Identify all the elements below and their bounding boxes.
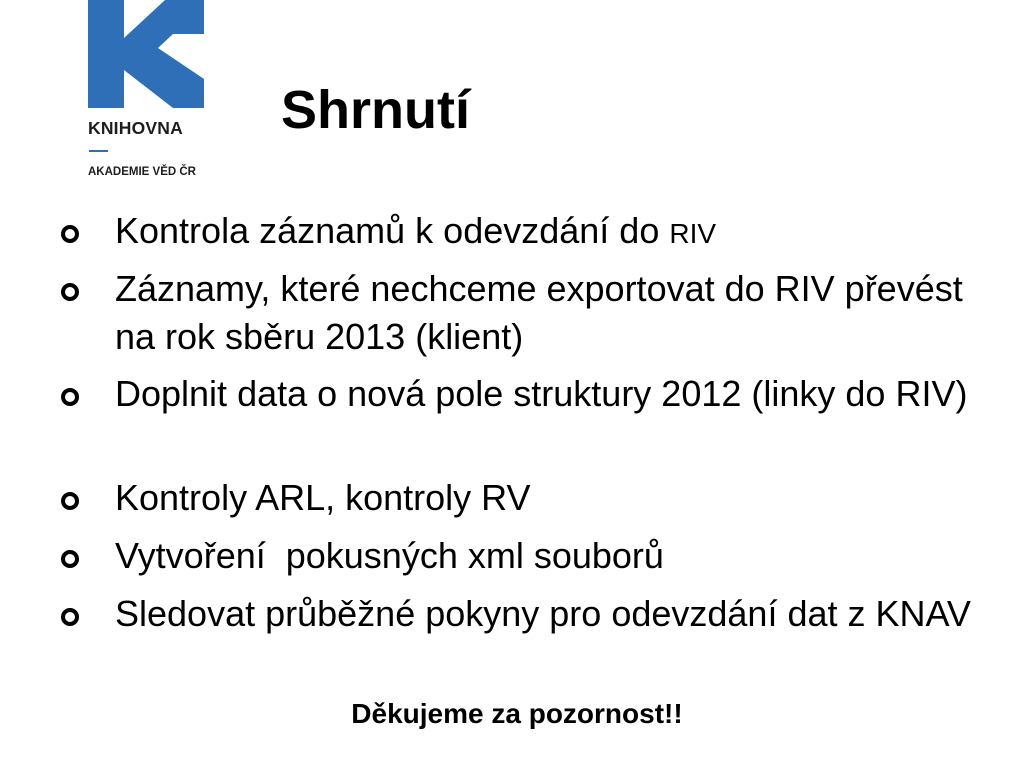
bullet-text: Záznamy, které nechceme exportovat do RIV převést na rok sběru 2013 (klient) <box>115 268 963 357</box>
library-logo <box>88 0 208 185</box>
bullet-circle-icon <box>61 225 79 243</box>
bullet-circle-icon <box>61 492 79 510</box>
bullet-circle-icon <box>61 283 79 301</box>
bullet-text <box>115 207 995 258</box>
bullet-circle-icon <box>61 550 79 568</box>
bullet-text: Vytvoření pokusných xml souborů <box>115 535 664 576</box>
k-letter-mark <box>88 0 208 108</box>
bullet-text: Kontroly ARL, kontroly RV <box>115 477 531 518</box>
logo-name: KNIHOVNA <box>88 118 183 138</box>
closing-text: Děkujeme za pozornost!! <box>351 698 683 729</box>
bullet-text: Doplnit data o nová pole struktury 2012 (linky do RIV) <box>115 373 968 414</box>
bullet-circle-icon <box>61 608 79 626</box>
logo-dash <box>89 150 108 152</box>
bullet-circle-icon <box>61 388 79 406</box>
bullet-text-main: Kontrola záznamů k odevzdání do <box>115 210 670 251</box>
bullet-text: Sledovat průběžné pokyny pro odevzdání dat z KNAV <box>115 593 971 634</box>
logo-subtitle: AKADEMIE VĚD ČR <box>88 166 196 178</box>
slide-title: Shrnutí <box>281 80 470 140</box>
bullet-text-suffix: RIV <box>669 218 717 249</box>
